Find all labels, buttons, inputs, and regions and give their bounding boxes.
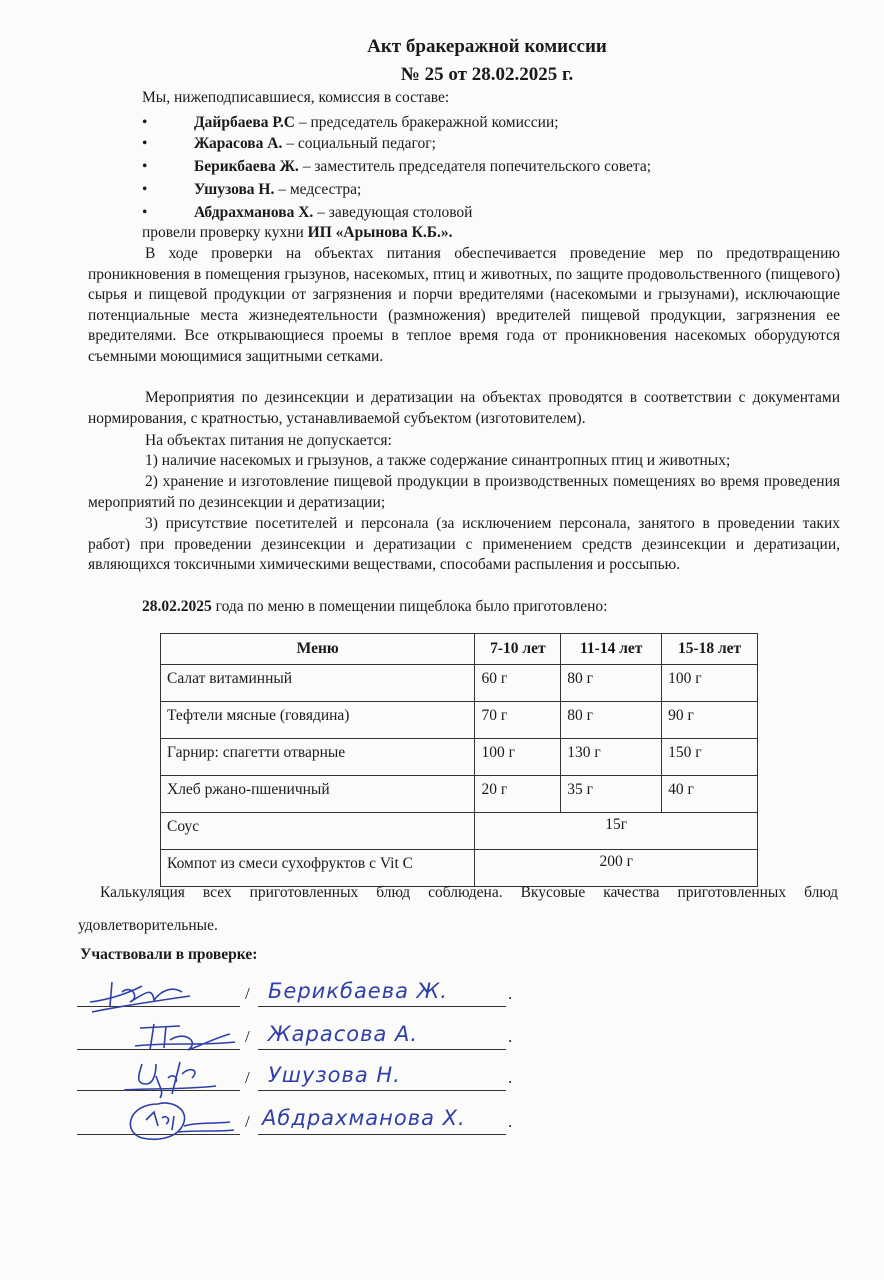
dish-cell: Компот из смеси сухофруктов с Vit C [161, 850, 475, 887]
dish-cell: Тефтели мясные (говядина) [161, 702, 475, 739]
signature-dot: . [508, 984, 513, 1003]
paragraph-measures: В ходе проверки на объектах питания обеспечивается проведение мер по предотвращению проникновения в помещения грызунов, насекомых, птиц и животных, по защите продовольственного (пищевого) сырья и пищевой продукции от загрязнения и порчи вредителями (насекомыми и грызунами), исключающие потенциальные места жизнедеятельности (размножения) вредителей пищевой продукции, загрязнения ее вредителями. Все открывающиеся проемы в теплое время года от проникновения насекомых оборудуются съемными моющимися защитными сетками. [88, 245, 840, 365]
table-row [161, 702, 758, 739]
header-cell: 15-18 лет [662, 634, 758, 665]
member-item: • Дайрбаева Р.С – председатель бракеражной комиссии; [142, 114, 559, 131]
header-cell: 7-10 лет [475, 634, 561, 665]
table-row [161, 776, 758, 813]
portion-cell: 35 г [561, 776, 662, 813]
portion-cell: 80 г [561, 665, 662, 702]
dish-cell: Салат витаминный [161, 665, 475, 702]
document-title: Акт бракеражной комиссии [367, 36, 607, 57]
signature-icon [118, 1096, 238, 1148]
signatures-heading: Участвовали в проверке: [80, 946, 258, 963]
signature-line [258, 1049, 506, 1050]
bullet-icon: • [142, 181, 148, 198]
handwritten-name: Жарасова А. [268, 1022, 419, 1046]
portion-cell: 60 г [475, 665, 561, 702]
inspection-line: провели проверку кухни ИП «Арынова К.Б.». [142, 224, 453, 241]
signature-dot: . [508, 1027, 513, 1046]
signature-icon [120, 1054, 230, 1100]
signature-line [258, 1134, 506, 1135]
portion-cell: 40 г [662, 776, 758, 813]
signature-separator: / [245, 1068, 250, 1087]
menu-intro: 28.02.2025 года по меню в помещении пищеблока было приготовлено: [142, 598, 608, 615]
paragraph-item-3: 3) присутствие посетителей и персонала (за исключением персонала, занятого в проведении таких работ) при проведении дезинсекции и дератизации с применением средств дезинсекции и дератизации, являющихся токсичными химическими веществами, способами распыления и россыпью. [88, 515, 840, 574]
signature-dot: . [508, 1068, 513, 1087]
portion-cell: 70 г [475, 702, 561, 739]
table-row [161, 739, 758, 776]
member-item: • Берикбаева Ж. – заместитель председателя попечительского совета; [142, 158, 652, 175]
signature-line [258, 1090, 506, 1091]
paragraph-disinsection: Мероприятия по дезинсекции и дератизации на объектах проводятся в соответствии с документами нормирования, с кратностью, устанавливаемой субъектом (изготовителем). [88, 389, 840, 427]
header-cell: Меню [161, 634, 475, 665]
portion-cell: 20 г [475, 776, 561, 813]
portion-cell: 150 г [662, 739, 758, 776]
signature-icon [130, 1012, 240, 1058]
member-item: • Абдрахманова Х. – заведующая столовой [142, 204, 473, 221]
signature-separator: / [245, 1027, 250, 1046]
portion-cell: 15г [475, 813, 758, 850]
dish-cell: Гарнир: спагетти отварные [161, 739, 475, 776]
table-row [161, 665, 758, 702]
intro-line: Мы, нижеподписавшиеся, комиссия в составе: [142, 89, 450, 106]
portion-cell: 100 г [662, 665, 758, 702]
paragraph-item-1: 1) наличие насекомых и грызунов, а также содержание синантропных птиц и животных; [145, 452, 731, 469]
signature-separator: / [245, 1112, 250, 1131]
table-header-row [161, 634, 758, 665]
signature-dot: . [508, 1112, 513, 1131]
bullet-icon: • [142, 135, 148, 152]
portion-cell: 80 г [561, 702, 662, 739]
paragraph-item-2: 2) хранение и изготовление пищевой продукции в производственных помещениях во время проведения мероприятий по дезинсекции и дератизации; [88, 473, 840, 511]
portion-cell: 90 г [662, 702, 758, 739]
dish-cell: Хлеб ржано-пшеничный [161, 776, 475, 813]
handwritten-name: Берикбаева Ж. [268, 979, 448, 1003]
bullet-icon: • [142, 204, 148, 221]
member-item: • Ушузова Н. – медсестра; [142, 181, 362, 198]
bullet-icon: • [142, 158, 148, 175]
member-item: • Жарасова А. – социальный педагог; [142, 135, 436, 152]
table-row [161, 813, 758, 850]
portion-cell: 200 г [475, 850, 758, 887]
signature-line [258, 1006, 506, 1007]
portion-cell: 130 г [561, 739, 662, 776]
document-number: № 25 от 28.02.2025 г. [400, 64, 574, 85]
signature-separator: / [245, 984, 250, 1003]
menu-table [160, 633, 758, 887]
dish-cell: Соус [161, 813, 475, 850]
handwritten-name: Ушузова Н. [268, 1063, 401, 1087]
header-cell: 11-14 лет [561, 634, 662, 665]
portion-cell: 100 г [475, 739, 561, 776]
handwritten-name: Абдрахманова Х. [262, 1106, 466, 1130]
paragraph-not-allowed: На объектах питания не допускается: [145, 432, 392, 449]
conclusion-paragraph: Калькуляция всех приготовленных блюд соблюдена. Вкусовые качества приготовленных блюд удовлетворительные. [78, 884, 838, 934]
bullet-icon: • [142, 114, 148, 131]
